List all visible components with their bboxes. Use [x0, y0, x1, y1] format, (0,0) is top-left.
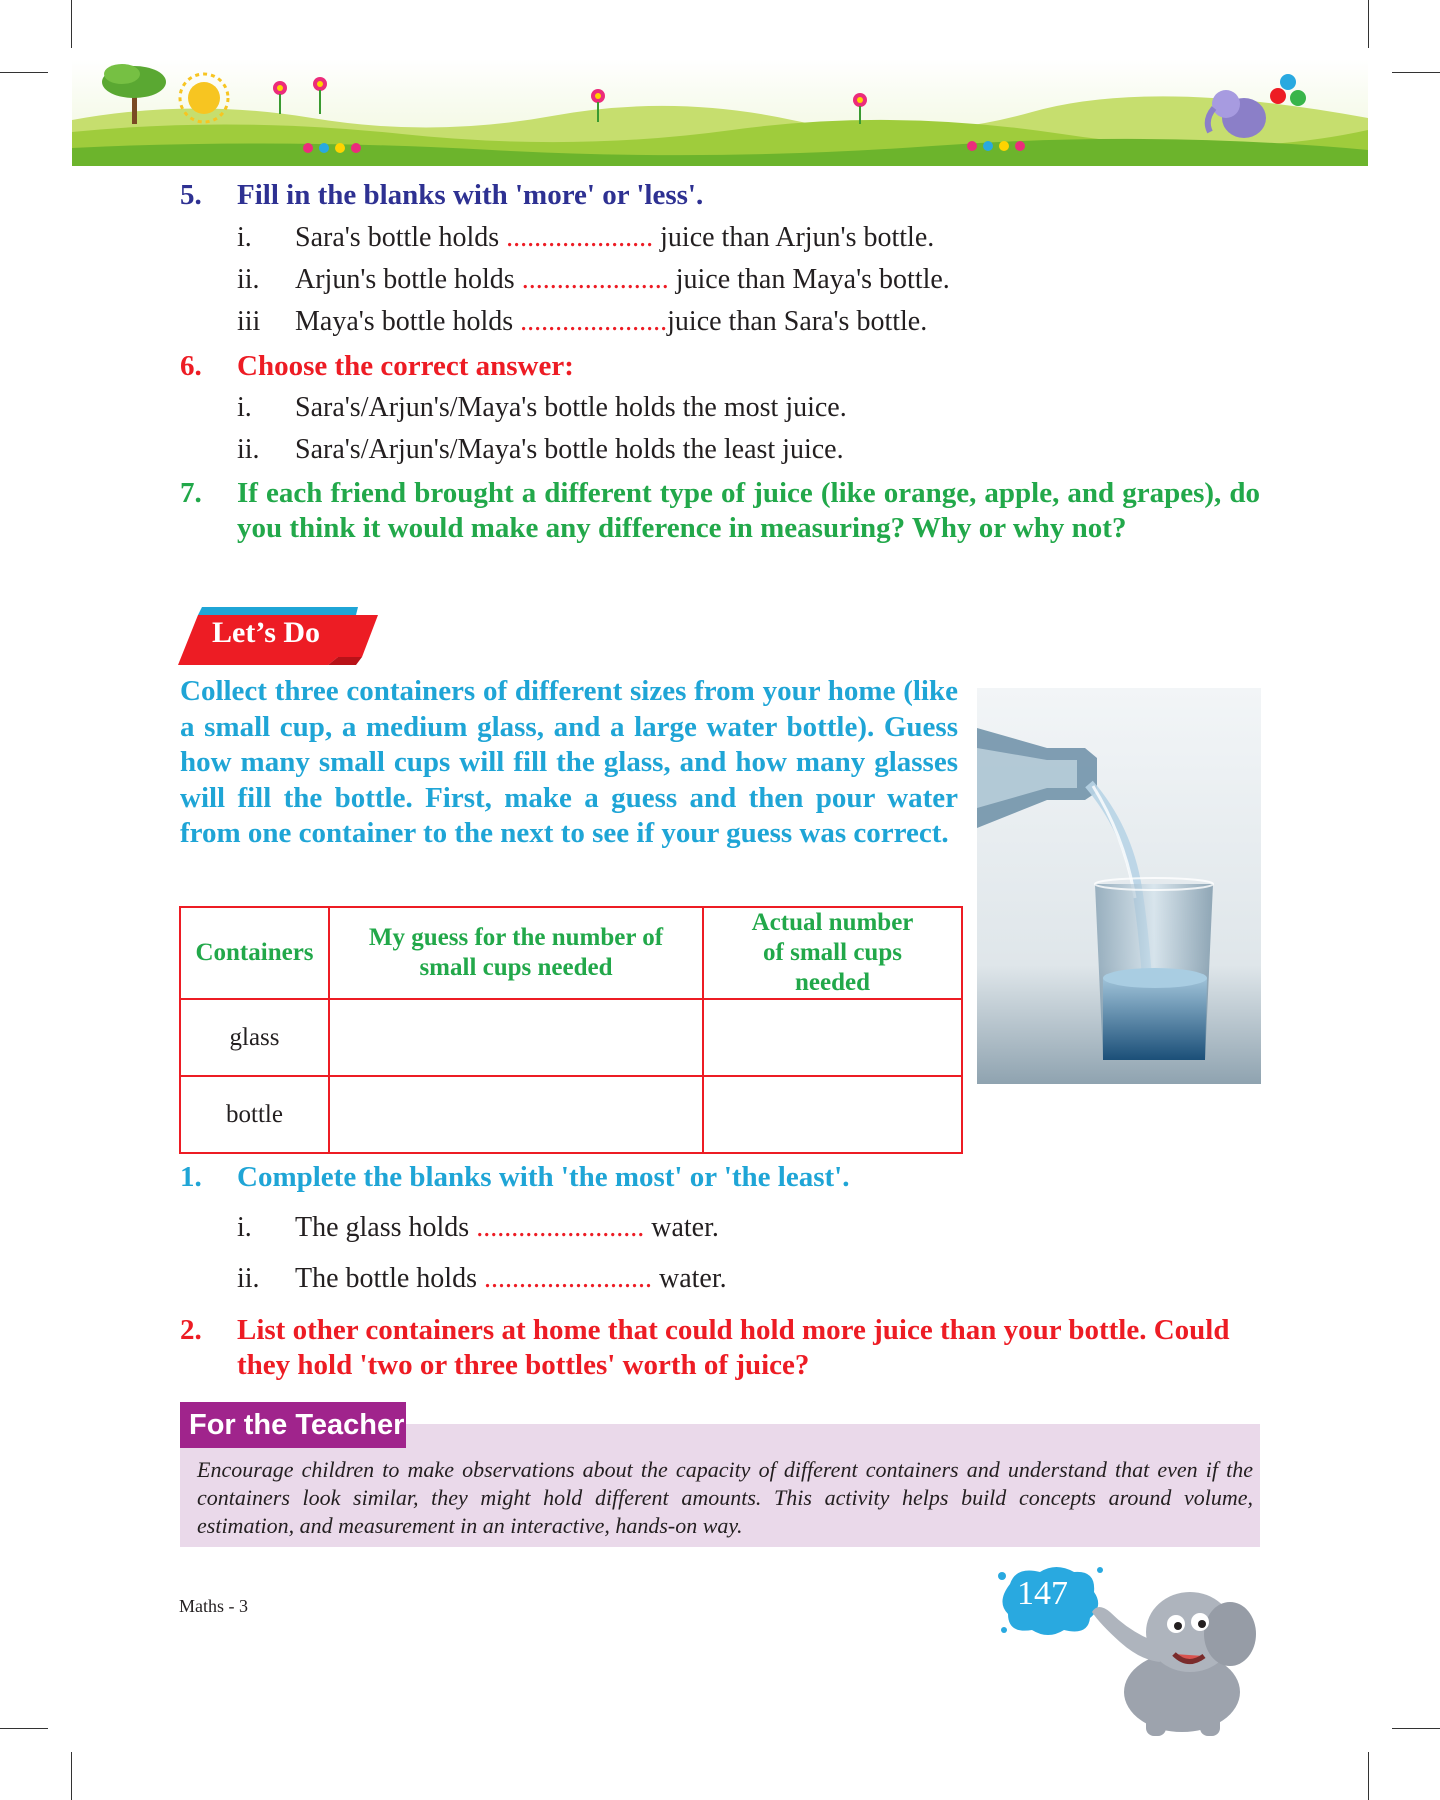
question-number: 6. — [180, 350, 202, 382]
table-row — [180, 999, 962, 1076]
answer-blank[interactable]: ..................... — [506, 222, 654, 253]
question-text: If each friend brought a different type of juice (like orange, apple, and grapes), do you think it would make any difference in measuring? Why or why not? — [237, 477, 1260, 544]
crop-mark — [71, 1752, 72, 1800]
choice-item: i. Sara's/Arjun's/Maya's bottle holds the most juice. — [237, 392, 847, 423]
table-header-row — [180, 907, 962, 999]
answer-blank[interactable]: ..................... — [520, 306, 668, 337]
crop-mark — [1392, 72, 1440, 73]
answer-blank[interactable]: ........................ — [483, 1263, 652, 1294]
activity-question-2 — [180, 1313, 1260, 1383]
fill-blank-item: i. Sara's bottle holds ..................... juice than Arjun's bottle. — [237, 222, 935, 253]
fill-blank-item: ii. Arjun's bottle holds ..................... juice than Maya's bottle. — [237, 264, 950, 295]
fill-blank-item: ii. The bottle holds ........................ water. — [237, 1263, 727, 1294]
question-6 — [180, 349, 1260, 384]
answer-blank[interactable]: ........................ — [476, 1212, 645, 1243]
crop-mark — [0, 72, 48, 73]
meadow-banner-illustration — [72, 60, 1368, 166]
estimation-table — [179, 906, 963, 1154]
question-title: Choose the correct answer: — [237, 350, 574, 382]
choice-item: ii. Sara's/Arjun's/Maya's bottle holds the least juice. — [237, 434, 844, 465]
water-pouring-photo — [977, 688, 1261, 1084]
fill-blank-item: iii Maya's bottle holds .....................juice than Sara's bottle. — [237, 306, 928, 337]
question-text: List other containers at home that could hold more juice than your bottle. Could they hold 'two or three bottles' worth of juice? — [237, 1314, 1230, 1381]
table-cell-guess[interactable] — [329, 1076, 703, 1153]
crop-mark — [1368, 0, 1369, 48]
question-5 — [180, 178, 1260, 213]
question-title: Complete the blanks with 'the most' or 'the least'. — [237, 1161, 850, 1193]
table-header: Actual number of small cups needed — [703, 907, 962, 999]
question-number: 1. — [180, 1161, 202, 1193]
table-cell-container: bottle — [180, 1076, 329, 1153]
question-number: 7. — [180, 477, 202, 509]
crop-mark — [0, 1728, 48, 1729]
elephant-mascot-icon — [1070, 1572, 1270, 1742]
table-cell-container: glass — [180, 999, 329, 1076]
crop-mark — [1392, 1728, 1440, 1729]
book-title: Maths - 3 — [179, 1596, 248, 1616]
crop-mark — [71, 0, 72, 48]
table-cell-actual[interactable] — [703, 999, 962, 1076]
table-cell-actual[interactable] — [703, 1076, 962, 1153]
activity-question-1 — [180, 1160, 1260, 1195]
question-number: 2. — [180, 1314, 202, 1346]
table-header: My guess for the number of small cups needed — [329, 907, 703, 999]
table-header: Containers — [180, 907, 329, 999]
question-7 — [180, 476, 1260, 546]
teacher-note-text: Encourage children to make observations about the capacity of different containers and understand that even if the containers look similar, they might hold different amounts. This activity helps build concepts around volume, estimation, and measurement in an interactive, hands-on way. — [197, 1457, 1253, 1538]
fill-blank-item: i. The glass holds ........................ water. — [237, 1212, 719, 1243]
table-row — [180, 1076, 962, 1153]
question-title: Fill in the blanks with 'more' or 'less'. — [237, 179, 704, 211]
question-number: 5. — [180, 179, 202, 211]
table-cell-guess[interactable] — [329, 999, 703, 1076]
answer-blank[interactable]: ..................... — [521, 264, 669, 295]
teacher-note-title: For the Teacher — [189, 1409, 405, 1441]
crop-mark — [1368, 1752, 1369, 1800]
lets-do-label: Let’s Do — [212, 616, 321, 649]
page-number: 147 — [1017, 1575, 1068, 1612]
activity-instructions: Collect three containers of different sizes from your home (like a small cup, a medium glass, and a large water bottle). Guess how many small cups will fill the glass, and how many glasses will fill the bottle. First, make a guess and then pour water from one container to the next to see if your guess was correct. — [180, 675, 958, 849]
